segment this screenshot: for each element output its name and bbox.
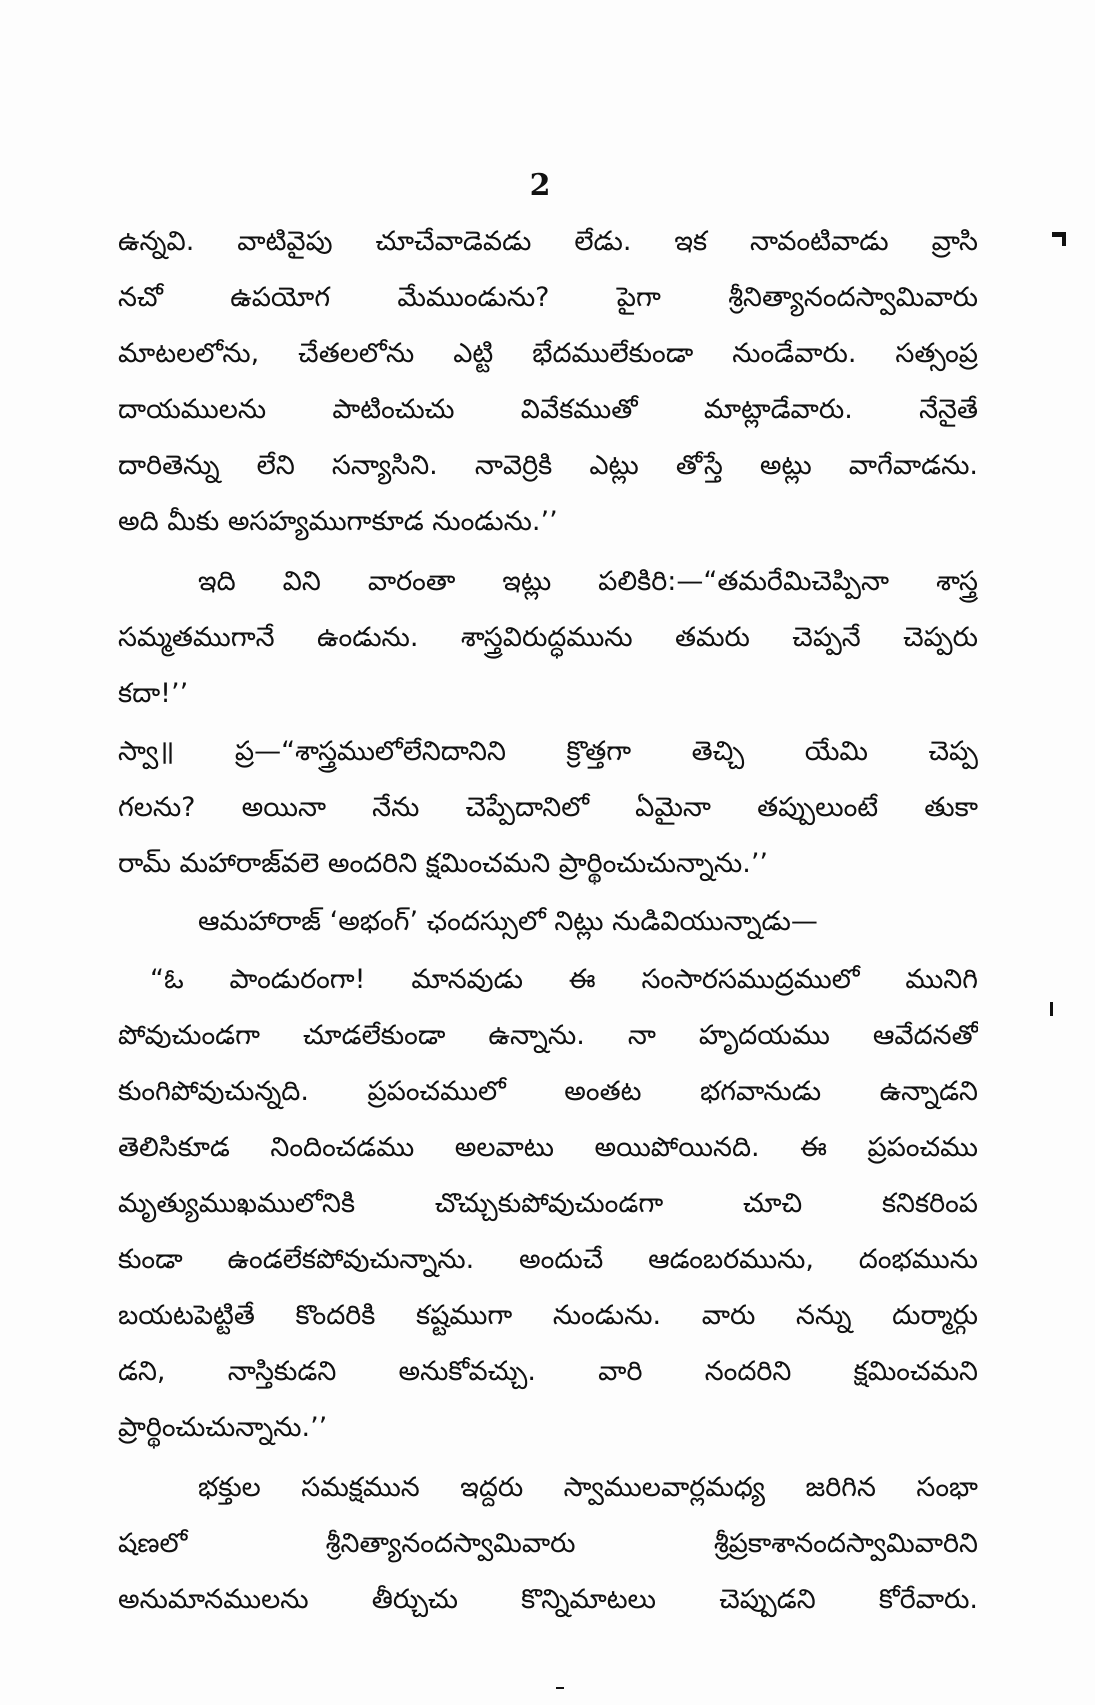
text-line: షణలో శ్రీనిత్యానందస్వామివారు శ్రీప్రకాశానందస్వామివారిని [118,1528,978,1559]
text-line: పోవుచుండగా చూడలేకుండా ఉన్నాను. నా హృదయము ఆవేదనతో [118,1020,978,1051]
text-line: స్వా॥ ప్ర—“శాస్త్రములోలేనిదానిని క్రొత్తగా తెచ్చి యేమి చెప్ప [118,736,978,767]
text-line: అది మీకు అసహ్యముగాకూడ నుండును.’’ [118,506,558,537]
text-line: ఉన్నవి. వాటివైపు చూచేవాడెవడు లేడు. ఇక నావంటివాడు వ్రాసి [118,226,978,257]
scan-mark [1050,1002,1053,1016]
text-line: సమ్మతముగానే ఉండును. శాస్త్రవిరుద్ధమును తమరు చెప్పనే చెప్పరు [118,622,978,653]
text-line: బయటపెట్టితే కొందరికి కష్టముగా నుండును. వారు నన్ను దుర్మార్గు [118,1300,978,1331]
text-line: దారితెన్ను లేని సన్యాసిని. నావెర్రికి ఎట్లు తోస్తే అట్లు వాగేవాడను. [118,450,978,481]
quote-paragraph [118,952,978,1456]
text-line: మాటలలోను, చేతలలోను ఎట్టి భేదములేకుండా నుండేవారు. సత్సంప్ర [118,338,978,369]
text-line: గలను? అయినా నేను చెప్పేదానిలో ఏమైనా తప్పులుంటే తుకా [118,792,978,823]
text-line: రామ్ మహారాజ్‌వలె అందరిని క్షమించమని ప్రార్థించుచున్నాను.’’ [118,848,768,879]
text-line: కుండా ఉండలేకపోవుచున్నాను. అందుచే ఆడంబరమును, దంభమును [118,1244,978,1275]
text-line: భక్తుల సమక్షమున ఇద్దరు స్వాములవార్లమధ్య జరిగిన సంభా [198,1472,978,1503]
paragraph-1 [118,214,978,550]
text-line: నచో ఉపయోగ మేముండును? పైగా శ్రీనిత్యానందస్వామివారు [118,282,978,313]
scan-mark [1062,232,1066,246]
text-line: ప్రార్థించుచున్నాను.’’ [118,1412,328,1443]
text-line: ఆమహారాజ్ ‘అభంగ్’ ఛందస్సులో నిట్లు నుడివియున్నాడు— [198,906,818,937]
paragraph-2 [118,554,978,722]
paragraph-3 [118,724,978,892]
text-line: కుంగిపోవుచున్నది. ప్రపంచములో అంతట భగవానుడు ఉన్నాడని [118,1076,978,1107]
paragraph-4 [118,894,978,950]
text-line: ఇది విని వారంతా ఇట్లు పలికిరి:—“తమరేమిచెప్పినా శాస్త్ర [198,566,978,597]
text-line: మృత్యుముఖములోనికి చొచ్చుకుపోవుచుండగా చూచి కనికరింప [118,1188,978,1219]
text-line: “ఓ పాండురంగా! మానవుడు ఈ సంసారసముద్రములో మునిగి [150,964,978,995]
text-line: కదా!’’ [118,678,189,709]
paragraph-6 [118,1460,978,1628]
text-line: తెలిసికూడ నిందించడము అలవాటు అయిపోయినది. ఈ ప్రపంచము [118,1132,978,1163]
text-line: దాయములను పాటించుచు వివేకముతో మాట్లాడేవారు. నేనైతే [118,394,978,425]
page-number: 2 [529,168,551,203]
scan-mark [556,1687,564,1689]
text-line: డని, నాస్తికుడని అనుకోవచ్చు. వారి నందరిని క్షమించమని [118,1356,978,1387]
text-line: అనుమానములను తీర్చుచు కొన్నిమాటలు చెప్పుడని కోరేవారు. [118,1584,978,1615]
